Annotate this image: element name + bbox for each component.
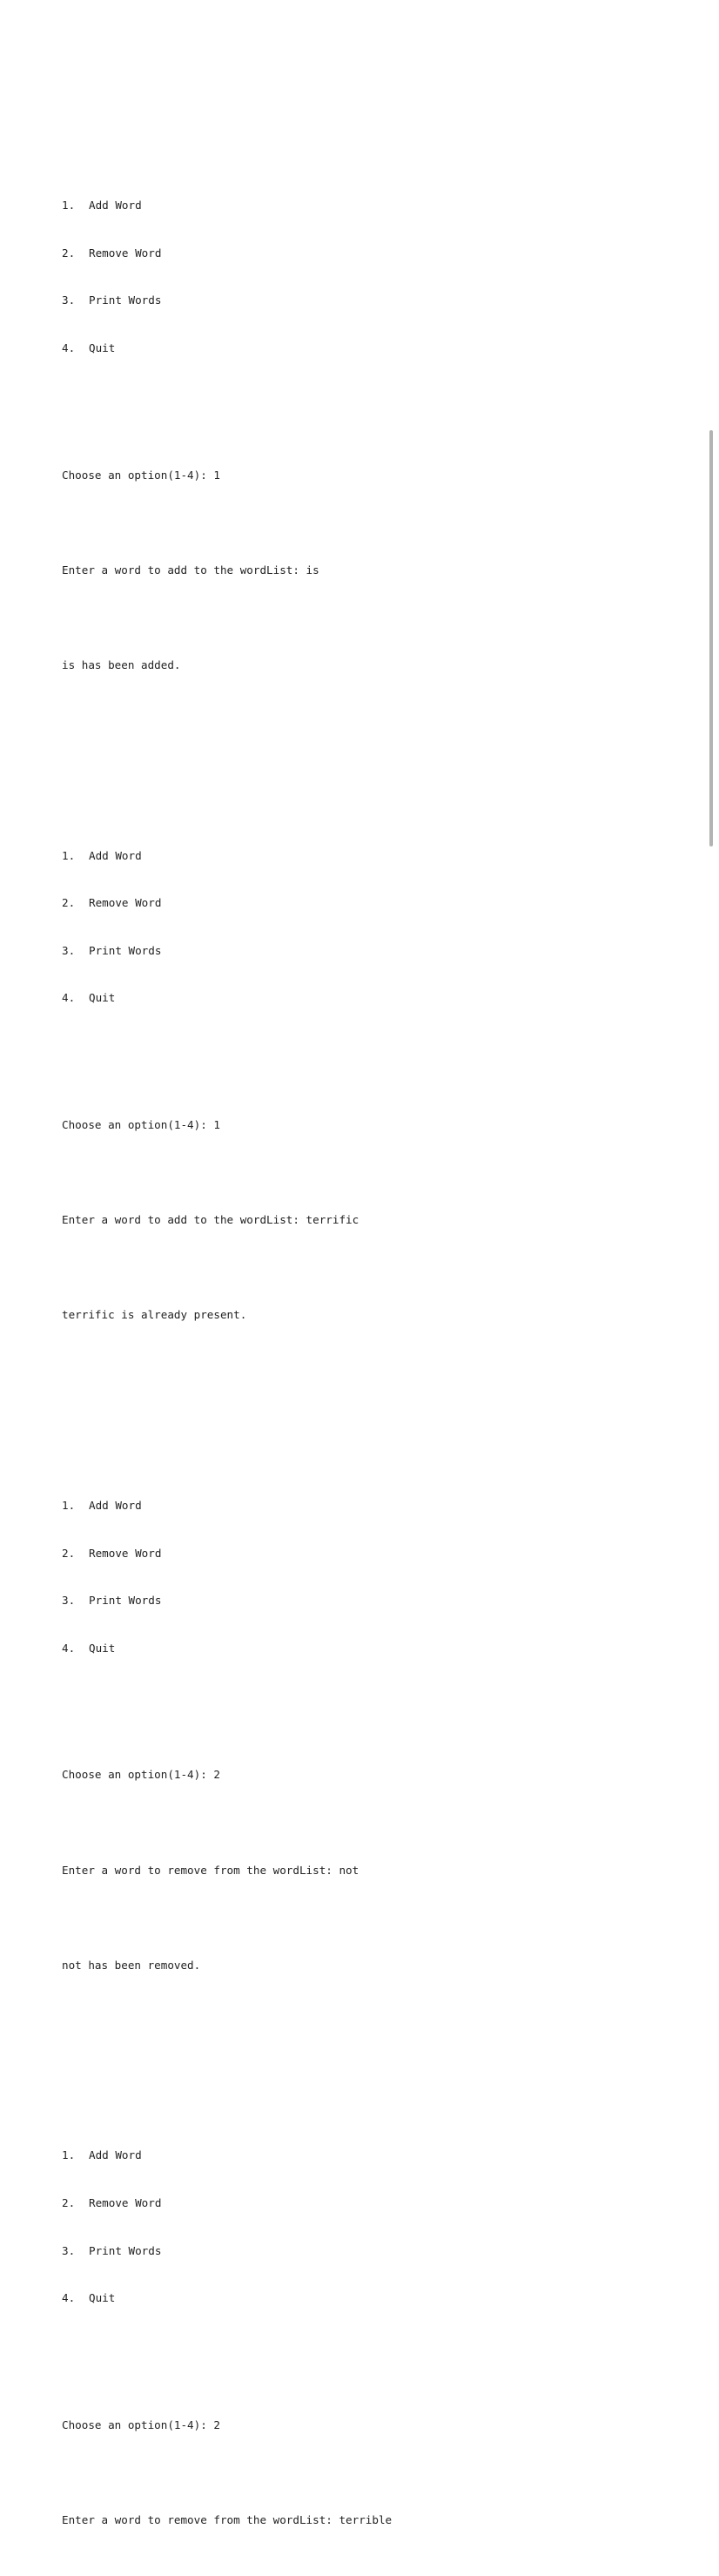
menu-item	[62, 1498, 671, 1514]
menu-number: 1.	[62, 848, 76, 862]
menu-number: 2.	[62, 246, 76, 260]
menu-number: 1.	[62, 199, 76, 212]
menu-label: Quit	[89, 341, 116, 354]
menu-item	[62, 943, 671, 959]
menu-number: 4.	[62, 991, 76, 1005]
menu-number: 4.	[62, 2291, 76, 2305]
menu-item	[62, 2290, 671, 2306]
menu-label: Quit	[89, 2291, 116, 2305]
menu-item	[62, 341, 671, 356]
console-output	[62, 103, 671, 2576]
menu-block	[62, 2116, 671, 2338]
enter-prompt: Enter a word to remove from the wordList: not	[62, 1863, 360, 1877]
menu-item	[62, 246, 671, 261]
menu-label: Remove Word	[89, 246, 162, 260]
menu-label: Quit	[89, 1641, 116, 1655]
menu-block	[62, 166, 671, 388]
result-message: is has been added.	[62, 658, 181, 671]
menu-item	[62, 2148, 671, 2163]
menu-number: 2.	[62, 1546, 76, 1560]
menu-number: 4.	[62, 341, 76, 354]
menu-item	[62, 2195, 671, 2211]
menu-number: 1.	[62, 1499, 76, 1513]
menu-label: Add Word	[89, 199, 142, 212]
menu-label: Add Word	[89, 2148, 142, 2162]
choose-prompt: Choose an option(1-4): 1	[62, 1118, 220, 1131]
menu-block	[62, 816, 671, 1038]
menu-item	[62, 1546, 671, 1561]
menu-item	[62, 1593, 671, 1608]
enter-prompt: Enter a word to remove from the wordList: terrible	[62, 2513, 393, 2527]
menu-item	[62, 1641, 671, 1656]
choose-prompt: Choose an option(1-4): 1	[62, 468, 220, 482]
menu-item	[62, 2243, 671, 2259]
menu-label: Add Word	[89, 1499, 142, 1513]
menu-number: 2.	[62, 896, 76, 910]
result-message: not has been removed.	[62, 1958, 201, 1972]
menu-number: 2.	[62, 2196, 76, 2210]
menu-number: 3.	[62, 293, 76, 307]
enter-prompt: Enter a word to add to the wordList: terrific	[62, 1213, 360, 1227]
menu-item	[62, 293, 671, 308]
result-message: terrific is already present.	[62, 1308, 247, 1322]
menu-item	[62, 895, 671, 911]
menu-item	[62, 198, 671, 213]
enter-prompt: Enter a word to add to the wordList: is	[62, 563, 319, 577]
menu-label: Print Words	[89, 943, 162, 957]
vertical-scrollbar[interactable]	[709, 430, 713, 846]
menu-number: 3.	[62, 943, 76, 957]
menu-label: Remove Word	[89, 1546, 162, 1560]
menu-number: 3.	[62, 1594, 76, 1608]
menu-label: Print Words	[89, 2243, 162, 2257]
menu-item	[62, 848, 671, 864]
menu-item	[62, 990, 671, 1006]
menu-label: Print Words	[89, 1594, 162, 1608]
menu-number: 3.	[62, 2243, 76, 2257]
menu-label: Remove Word	[89, 2196, 162, 2210]
choose-prompt: Choose an option(1-4): 2	[62, 1768, 220, 1782]
menu-label: Print Words	[89, 293, 162, 307]
menu-label: Add Word	[89, 848, 142, 862]
choose-prompt: Choose an option(1-4): 2	[62, 2418, 220, 2431]
menu-label: Remove Word	[89, 896, 162, 910]
menu-number: 4.	[62, 1641, 76, 1655]
menu-block	[62, 1467, 671, 1689]
menu-number: 1.	[62, 2148, 76, 2162]
menu-label: Quit	[89, 991, 116, 1005]
